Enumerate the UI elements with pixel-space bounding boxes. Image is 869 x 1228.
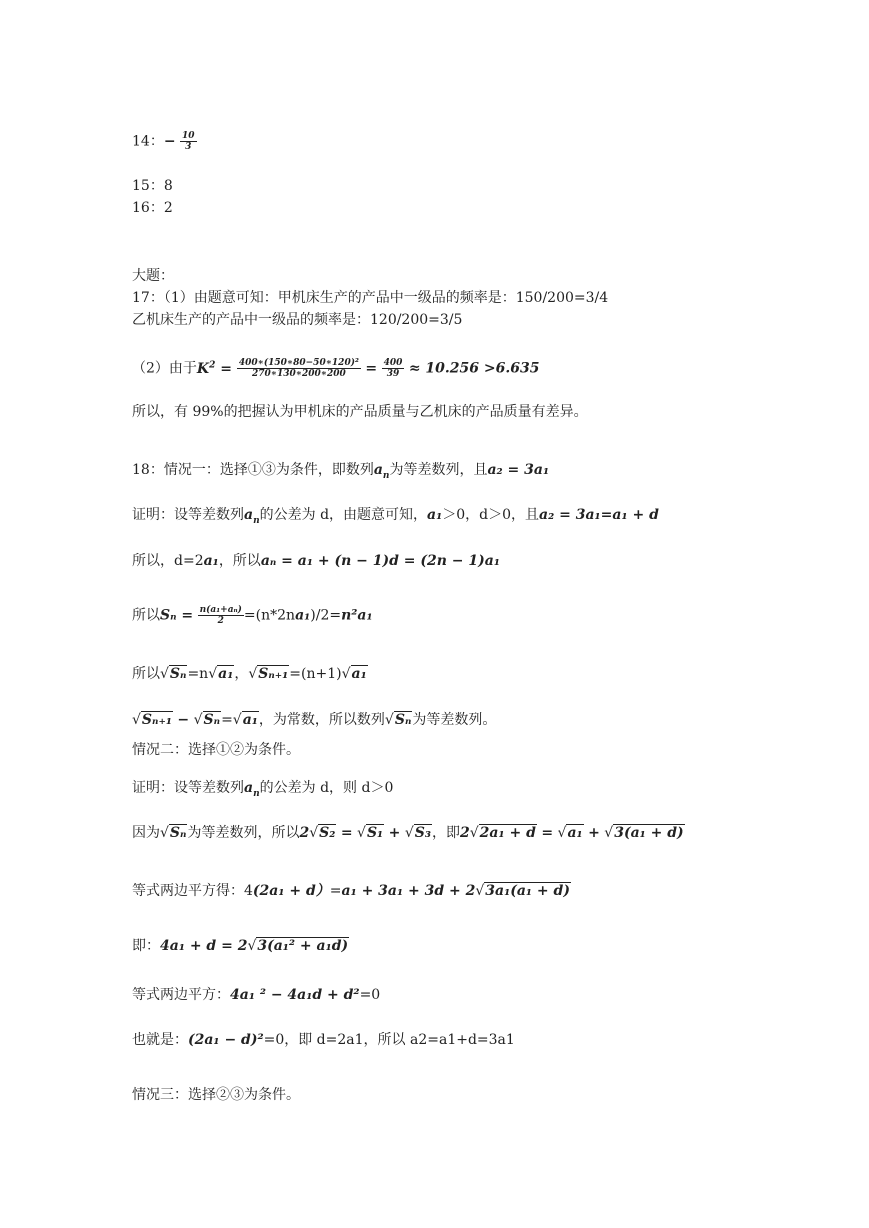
sqrt-a1 [208,664,234,684]
sqrt-s3 [405,823,432,843]
k2-result: ≈ 10.256 >6.635 [408,360,540,377]
q18-sn-prefix: 所以 [132,607,160,624]
a2-definition: a₂ = 3a₁=a₁ + d [539,507,659,523]
radicand: a₁ [218,666,234,682]
case2-f-suffix: =0，即 d=2a1，所以 a2=a1+d=3a1 [263,1032,515,1048]
a2-eq-3a1: a₂ = 3a₁ [487,462,550,478]
q18-case1-mid: 为等差数列，且 [389,462,488,478]
two: 2 [299,825,310,841]
radicand: a₁ [242,712,258,728]
radicand: Sₙ [169,825,187,841]
case2-d-prefix: 即： [132,938,160,954]
case2-proof-prefix: 证明：设等差数列 [132,780,244,796]
radicand: a₁ [351,666,367,682]
sqrt-2a1d [470,823,537,843]
sqrt-symbol: √ [193,712,203,728]
k2-fraction-2 [382,358,405,379]
case2-c-2: a₁ + 3a₁ + 3d + 2 [341,883,476,899]
case2-b-mid2: ，即 [432,825,460,841]
q17-part1b: 乙机床生产的产品中一级品的频率是：120/200=3/5 [132,312,463,328]
radicand: Sₙ [394,712,412,728]
section-heading: 大题： [132,268,174,284]
sqrt-symbol: √ [557,825,567,841]
q18-proof-mid: 的公差为 d，由题意可知， [259,507,428,523]
radicand: Sₙ [203,712,221,728]
case2-c-prefix: 等式两边平方得：4 [132,883,253,899]
sqrt-symbol: √ [469,825,479,841]
eq: = [340,825,353,841]
answer-16: 16：2 [132,200,173,216]
radicand: 3(a₁² + a₁d) [257,938,349,954]
sqrt-sn [160,823,187,843]
q17-part2-prefix: （2）由于 [132,360,197,377]
case2-result [132,1030,515,1050]
q18-diff-mid: ，为常数，所以数列 [258,712,385,728]
sqrt-3a1-a1d [475,881,571,901]
case2-f: (2a₁ − d)² [188,1032,264,1048]
a1: a₁ [295,607,311,624]
q18-proof-prefix: 证明：设等差数列 [132,507,244,523]
q18-diff-end: 为等差数列。 [412,712,497,728]
case2-square2 [132,985,380,1005]
case2-square [132,881,571,901]
answer-14 [132,131,197,152]
q18-sqrt-prefix: 所以 [132,666,160,682]
sqrt-3a1d [604,823,684,843]
seq-an: $a_n$ [244,780,260,799]
sqrt-symbol: √ [309,825,319,841]
sqrt-symbol: √ [232,712,242,728]
fraction-10-3 [180,131,197,152]
sqrt-s1 [357,823,384,843]
q18-an-prefix: 所以，d=2 [132,553,204,569]
sn-den: 2 [217,616,224,626]
case2-proof-mid: 的公差为 d，则 d＞0 [259,780,394,796]
q18-proof-mid2: ＞0，d＞0，且 [442,507,540,523]
eq-sign: = [365,360,378,377]
k2-den: 270∗130∗200∗200 [251,369,346,380]
n2a1: n²a₁ [341,607,373,624]
q18-sn [132,605,373,626]
q18-an [132,551,500,571]
sqrt-3a1sq [247,936,349,956]
radicand: Sₙ₊₁ [258,666,289,682]
eq: = [541,825,554,841]
q18-proof [132,505,659,531]
sqrt-symbol: √ [132,712,141,728]
radicand: S₁ [366,825,384,841]
sqrt-sn [194,710,221,730]
k2-lhs: $K^2$ = [196,360,237,377]
sqrt-s2 [309,823,336,843]
a-letter: a [244,507,254,523]
case2-b-prefix: 因为 [132,825,160,841]
sqrt-symbol: √ [604,825,614,841]
sqrt-symbol: √ [160,825,169,841]
sqrt-a1 [558,823,584,843]
radicand: 3a₁(a₁ + d) [485,883,570,899]
case2-e-suffix: =0 [359,987,381,1003]
sqrt-symbol: √ [357,825,366,841]
case2-e-prefix: 等式两边平方： [132,987,230,1003]
k2-fraction [237,358,361,379]
frac-den: 3 [185,142,192,152]
q18-sn-mid2: )/2= [310,607,342,624]
minus: − [177,712,190,728]
radicand: Sₙ [169,666,187,682]
minus-sign: − [163,133,176,150]
sqrt-sn1 [248,664,289,684]
radicand: S₂ [319,825,336,841]
case2-because [132,823,685,843]
sqrt-symbol: √ [404,825,414,841]
k-letter: K [196,360,210,377]
k2-den2: 39 [386,369,400,380]
a-letter: a [373,462,383,478]
case2-proof [132,778,393,804]
q18-sqrt-mid3: =(n+1) [289,666,342,682]
case2-c-1: (2a₁ + d） [252,883,330,899]
q17-conclusion: 所以，有 99%的把握认为甲机床的产品质量与乙机床的产品质量有差异。 [132,404,588,420]
seq-an: $a_n$ [244,507,260,526]
sqrt-sn [385,710,412,730]
k2-num2: 400 [383,358,403,369]
case2-b-mid: 为等差数列，所以 [187,825,300,841]
a1: a₁ [203,553,219,569]
sn-fraction [198,605,244,626]
k2-num: 400∗(150∗80−50∗120)² [238,358,359,369]
q17-part2 [132,355,539,379]
plus: + [588,825,600,841]
sqrt-symbol: √ [247,938,257,954]
seq-an: $a_n$ [373,462,390,481]
frac-num: 10 [182,131,195,141]
case3-heading: 情况三：选择②③为条件。 [132,1087,300,1103]
q18-sqrt-comma: ， [234,666,249,682]
q18-sqrt-mid: =n [187,666,209,682]
two: 2 [460,825,470,841]
case2-ji [132,936,349,956]
a1: a₁ [427,507,443,523]
radicand: a₁ [567,825,583,841]
case2-f-prefix: 也就是： [132,1032,188,1048]
sn-num: n(a₁+aₙ) [199,605,242,615]
sqrt-symbol: √ [248,666,258,682]
plus: + [388,825,401,841]
q18-an-mid: ，所以 [218,553,261,569]
case2-e: 4a₁ ² − 4a₁d + d² [230,987,360,1003]
sqrt-a1 [342,664,368,684]
answer-14-label: 14： [132,133,164,150]
sqrt-symbol: √ [208,666,218,682]
sn-lhs: Sₙ = [160,607,194,624]
sqrt-symbol: √ [475,883,485,899]
radicand: 2a₁ + d [479,825,536,841]
sqrt-sn [160,664,187,684]
case2-c-eq: = [329,883,342,899]
case2-d-1: 4a₁ + d = 2 [160,938,248,954]
sqrt-a1 [233,710,259,730]
case2-heading: 情况二：选择①②为条件。 [132,742,300,758]
sqrt-symbol: √ [341,666,351,682]
an-formula: aₙ = a₁ + (n − 1)d = (2n − 1)a₁ [260,553,500,569]
sqrt-symbol: √ [384,712,394,728]
sqrt-symbol: √ [160,666,169,682]
q18-sqrt-sn [132,664,368,684]
q18-sn-mid: =(n*2n [243,607,296,624]
q18-diff-eq: = [221,712,233,728]
a-letter: a [244,780,254,796]
radicand: 3(a₁ + d) [614,825,684,841]
q18-case1-prefix: 18：情况一：选择①③为条件，即数列 [132,462,374,478]
radicand: S₃ [414,825,431,841]
sqrt-sn1 [132,710,173,730]
radicand: Sₙ₊₁ [141,712,172,728]
q18-case1 [132,460,549,486]
q17-part1: 17：（1）由题意可知：甲机床生产的产品中一级品的频率是：150/200=3/4 [132,290,609,306]
answer-15: 15：8 [132,178,173,194]
q18-diff [132,710,496,730]
